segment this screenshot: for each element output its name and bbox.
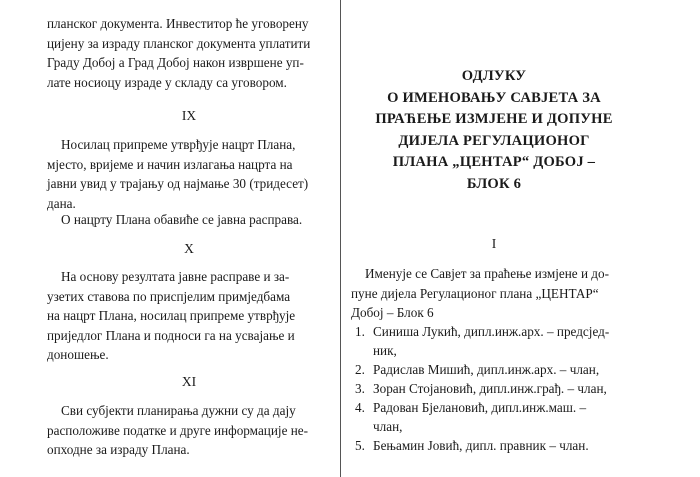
section-heading-ix: IX (181, 108, 197, 123)
section-heading-x: X (184, 241, 194, 256)
line: Сви субјекти планирања дужни су да дају (61, 403, 296, 418)
member-text: Синиша Лукић, дипл.инж.арх. – предсјед- (373, 324, 610, 339)
member-text: Радован Бјелановић, дипл.инж.маш. – (373, 400, 587, 415)
list-number: 3. (355, 381, 365, 396)
list-item (351, 436, 637, 455)
paragraph-i-intro (351, 264, 637, 323)
council-members-list (351, 322, 637, 455)
line: планског документа. Инвеститор ће уговорену (47, 16, 309, 31)
decision-title (351, 66, 637, 195)
line: мјесто, вријеме и начин излагања нацрта на (47, 156, 293, 172)
line: опходне за израду Плана. (47, 442, 190, 457)
list-number: 5. (355, 438, 365, 453)
member-text-cont: члан, (373, 419, 403, 434)
line: приједлог Плана и подноси га на усвајање и (47, 327, 295, 343)
paragraph-continuation (47, 14, 331, 92)
line: Именује се Савјет за праћење измјене и до- (365, 266, 610, 281)
member-text: Радислав Мишић, дипл.инж.арх. – члан, (373, 362, 600, 377)
list-item (351, 398, 637, 436)
line: Носилац припреме утврђује нацрт Плана, (61, 137, 296, 152)
list-item (351, 360, 637, 379)
title-line: БЛОК 6 (466, 175, 522, 192)
paragraph-x (47, 267, 331, 365)
section-heading-xi: XI (181, 374, 197, 389)
line: на нацрт Плана, носилац припреме утврђује (47, 308, 296, 323)
title-line: ПРАЋЕЊЕ ИЗМЈЕНЕ И ДОПУНЕ (375, 111, 613, 127)
list-number: 4. (355, 400, 365, 415)
title-line: О ИМЕНОВАЊУ САВЈЕТА ЗА (387, 89, 601, 106)
list-item (351, 379, 637, 398)
paragraph-xi (47, 401, 331, 460)
title-line: ОДЛУКУ (461, 68, 527, 84)
line: цијену за израду планског документа уплатити (47, 35, 311, 51)
list-number: 2. (355, 362, 365, 377)
line: дана. (47, 195, 76, 211)
line: узетих ставова по приспјелим примједбама (47, 288, 291, 304)
line: јавни увид у трајању од најмање 30 (тридесет) (47, 176, 309, 191)
paragraph-ix-2: О нацрту Плана обавиће се јавна расправа. (61, 212, 303, 227)
line: пуне дијела Регулационог плана „ЦЕНТАР“ (351, 285, 599, 301)
line: Граду Добој а Град Добој након извршене уп- (47, 55, 304, 70)
member-text: Бењамин Јовић, дипл. правник – члан. (373, 438, 589, 453)
line: доношење. (47, 347, 109, 362)
list-item (351, 322, 637, 360)
line: Добој – Блок 6 (351, 305, 434, 320)
title-line: ПЛАНА „ЦЕНТАР“ ДОБОЈ – (392, 154, 596, 170)
list-number: 1. (355, 324, 365, 339)
member-text-cont: ник, (373, 343, 397, 358)
section-heading-i: I (491, 236, 497, 251)
line: На основу резултата јавне расправе и за- (61, 269, 290, 284)
title-line: ДИЈЕЛА РЕГУЛАЦИОНОГ (398, 132, 590, 149)
paragraph-ix-1 (47, 135, 331, 213)
member-text: Зоран Стојановић, дипл.инж.грађ. – члан, (373, 381, 607, 396)
line: лате носиоцу израде у складу са уговором. (47, 74, 287, 90)
line: расположиве податке и друге информације не- (47, 422, 309, 438)
column-divider (340, 0, 341, 477)
